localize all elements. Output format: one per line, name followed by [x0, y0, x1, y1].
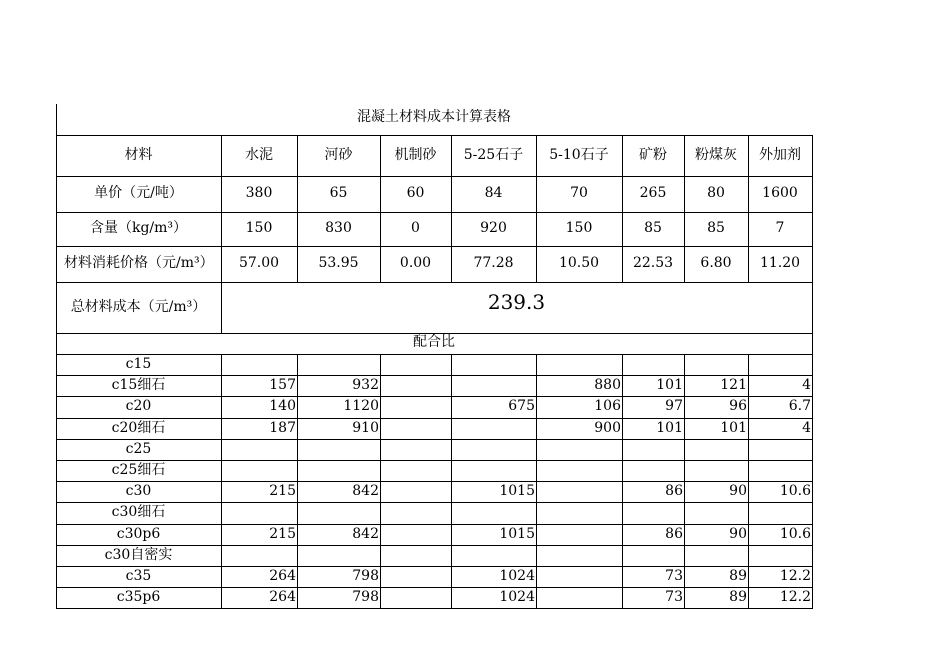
grid-line	[684, 354, 685, 609]
mix-cell: 4	[802, 376, 811, 393]
total-label: 总材料成本（元/m³）	[70, 298, 207, 315]
mix-cell	[221, 460, 297, 481]
mix-cell	[380, 566, 451, 587]
table-cell: 0.00	[399, 255, 432, 272]
mix-row-label: c15细石	[111, 376, 166, 393]
mix-cell	[221, 502, 297, 524]
mix-row-label: c15	[125, 355, 152, 372]
material-header: 5-10石子	[549, 146, 609, 163]
mix-cell	[536, 354, 622, 375]
grid-line	[748, 354, 749, 609]
mix-cell: 215	[269, 525, 296, 542]
grid-line	[622, 354, 623, 609]
mix-cell	[536, 481, 622, 502]
mix-cell: 96	[729, 398, 747, 415]
mix-cell	[380, 375, 451, 396]
mix-cell	[297, 460, 380, 481]
mix-cell	[684, 354, 748, 375]
header-row-label: 材料	[124, 146, 153, 163]
grid-line	[56, 333, 813, 334]
mix-cell	[748, 354, 812, 375]
mix-cell	[297, 502, 380, 524]
mix-row-label: c20细石	[111, 419, 166, 436]
mix-cell: 73	[665, 567, 683, 584]
mix-cell: 842	[352, 482, 379, 499]
grid-line	[380, 135, 381, 282]
mix-cell: 10.6	[779, 525, 811, 542]
table-cell: 57.00	[238, 255, 280, 272]
grid-line	[56, 246, 813, 247]
mix-cell	[536, 566, 622, 587]
mix-cell: 86	[665, 482, 683, 499]
table-cell: 84	[484, 185, 503, 202]
mix-cell	[380, 545, 451, 566]
table-cell: 1600	[762, 185, 798, 202]
mix-cell	[380, 396, 451, 418]
mix-row-label: c30p6	[116, 525, 161, 542]
mix-cell: 101	[656, 419, 683, 436]
mix-cell: 101	[656, 376, 683, 393]
mix-cell	[380, 502, 451, 524]
mix-cell	[622, 460, 684, 481]
sheet-title: 混凝土材料成本计算表格	[357, 108, 511, 125]
grid-line	[56, 587, 813, 588]
mix-cell	[221, 354, 297, 375]
mix-row-label: c25细石	[111, 461, 166, 478]
table-cell: 11.20	[759, 255, 801, 272]
grid-line	[812, 135, 813, 609]
table-cell: 150	[245, 220, 273, 237]
grid-line	[56, 375, 813, 376]
price-row-label: 单价（元/吨）	[94, 185, 183, 202]
mix-row-label: c20	[125, 398, 152, 415]
mix-row-label: c30	[125, 482, 152, 499]
table-cell: 85	[707, 220, 725, 237]
table-cell: 380	[245, 185, 273, 202]
mix-cell	[380, 460, 451, 481]
grid-line	[221, 135, 222, 333]
mix-cell: 798	[352, 588, 379, 605]
mix-cell: 215	[269, 482, 296, 499]
grid-line	[56, 439, 813, 440]
mix-cell: 1015	[499, 525, 535, 542]
content-row-label: 含量（kg/m³）	[89, 220, 188, 237]
mix-cell	[536, 587, 622, 608]
table-cell: 0	[411, 220, 420, 237]
table-cell: 85	[644, 220, 662, 237]
grid-line	[56, 460, 813, 461]
mix-cell	[748, 460, 812, 481]
material-header: 机制砂	[394, 146, 437, 163]
mix-cell: 101	[720, 419, 747, 436]
mix-cell: 157	[269, 376, 296, 393]
grid-line	[56, 608, 813, 609]
mix-title: 配合比	[413, 333, 455, 350]
mix-cell	[622, 502, 684, 524]
grid-line	[748, 135, 749, 282]
total-value: 239.3	[487, 290, 546, 314]
mix-cell: 6.7	[788, 398, 811, 415]
table-cell: 53.95	[318, 255, 359, 272]
mix-cell: 121	[720, 376, 747, 393]
mix-cell: 264	[269, 567, 296, 584]
mix-cell	[451, 354, 536, 375]
grid-line	[56, 176, 813, 177]
mix-cell	[451, 460, 536, 481]
table-cell: 10.50	[558, 255, 600, 272]
mix-cell	[297, 439, 380, 460]
grid-line	[56, 418, 813, 419]
mix-cell	[748, 502, 812, 524]
mix-cell	[451, 439, 536, 460]
mix-cell: 842	[352, 525, 379, 542]
grid-line	[451, 135, 452, 282]
mix-cell	[451, 375, 536, 396]
grid-line	[297, 354, 298, 609]
cost-row-label: 材料消耗价格（元/m³）	[64, 255, 214, 272]
mix-cell: 1015	[499, 482, 535, 499]
mix-cell	[451, 502, 536, 524]
grid-line	[451, 354, 452, 609]
mix-cell	[380, 418, 451, 439]
grid-line	[56, 502, 813, 503]
material-header: 矿粉	[639, 146, 667, 163]
mix-cell	[536, 545, 622, 566]
grid-line	[56, 135, 813, 136]
mix-cell	[684, 502, 748, 524]
mix-cell	[380, 481, 451, 502]
mix-cell: 264	[269, 588, 296, 605]
table-cell: 265	[639, 185, 667, 202]
mix-cell: 675	[508, 398, 535, 415]
mix-cell	[684, 439, 748, 460]
grid-line	[622, 135, 623, 282]
mix-cell	[684, 460, 748, 481]
mix-cell	[380, 587, 451, 608]
mix-row-label: c30细石	[111, 504, 166, 521]
grid-line	[56, 566, 813, 567]
mix-cell: 910	[352, 419, 379, 436]
mix-cell: 1024	[499, 567, 535, 584]
mix-cell: 97	[665, 398, 683, 415]
mix-cell: 12.2	[779, 588, 811, 605]
mix-cell: 187	[269, 419, 296, 436]
mix-cell	[380, 439, 451, 460]
mix-cell	[297, 545, 380, 566]
mix-cell	[622, 439, 684, 460]
grid-line	[536, 135, 537, 282]
mix-row-label: c35p6	[116, 588, 161, 605]
table-cell: 80	[707, 185, 725, 202]
mix-cell: 90	[729, 482, 747, 499]
grid-line	[221, 354, 222, 609]
mix-cell	[380, 524, 451, 545]
grid-line	[56, 545, 813, 546]
table-cell: 77.28	[473, 255, 514, 272]
mix-cell	[536, 439, 622, 460]
material-header: 水泥	[245, 146, 273, 163]
table-cell: 7	[775, 220, 785, 237]
table-cell: 70	[570, 185, 588, 202]
mix-cell: 900	[594, 419, 621, 436]
grid-line	[56, 104, 57, 609]
mix-cell	[221, 545, 297, 566]
table-cell: 6.80	[700, 255, 732, 272]
mix-cell	[748, 545, 812, 566]
mix-cell: 4	[802, 419, 811, 436]
mix-cell	[684, 545, 748, 566]
mix-cell	[748, 439, 812, 460]
mix-cell	[536, 502, 622, 524]
table-cell: 920	[480, 220, 507, 237]
table-cell: 22.53	[632, 255, 674, 272]
grid-line	[56, 524, 813, 525]
grid-line	[56, 396, 813, 397]
table-cell: 65	[329, 185, 348, 202]
mix-cell: 140	[269, 398, 296, 415]
material-header: 河砂	[324, 146, 353, 163]
mix-cell	[297, 354, 380, 375]
mix-cell: 932	[352, 376, 379, 393]
grid-line	[536, 354, 537, 609]
grid-line	[56, 212, 813, 213]
mix-cell: 1024	[499, 588, 535, 605]
grid-line	[684, 135, 685, 282]
mix-cell	[622, 545, 684, 566]
mix-row-label: c30自密实	[104, 546, 173, 563]
mix-cell	[451, 545, 536, 566]
table-cell: 60	[406, 185, 425, 202]
mix-cell: 10.6	[779, 482, 811, 499]
table-cell: 150	[565, 220, 593, 237]
mix-cell	[536, 460, 622, 481]
mix-cell: 12.2	[779, 567, 811, 584]
grid-line	[56, 481, 813, 482]
table-cell: 830	[325, 220, 352, 237]
mix-row-label: c35	[125, 567, 152, 584]
mix-cell: 1120	[343, 398, 379, 415]
mix-cell: 89	[729, 567, 747, 584]
grid-line	[56, 354, 813, 355]
mix-cell: 106	[594, 398, 621, 415]
material-header: 外加剂	[759, 146, 801, 163]
mix-cell	[380, 354, 451, 375]
mix-cell: 73	[665, 588, 683, 605]
mix-cell	[536, 524, 622, 545]
mix-cell: 880	[594, 376, 621, 393]
mix-cell: 90	[729, 525, 747, 542]
mix-cell	[622, 354, 684, 375]
mix-cell	[451, 418, 536, 439]
grid-line	[56, 282, 813, 283]
mix-cell: 86	[665, 525, 683, 542]
mix-cell: 89	[729, 588, 747, 605]
mix-cell: 798	[352, 567, 379, 584]
grid-line	[380, 354, 381, 609]
mix-row-label: c25	[125, 440, 152, 457]
mix-cell	[221, 439, 297, 460]
material-header: 5-25石子	[463, 146, 524, 163]
grid-line	[297, 135, 298, 282]
material-header: 粉煤灰	[695, 146, 737, 163]
